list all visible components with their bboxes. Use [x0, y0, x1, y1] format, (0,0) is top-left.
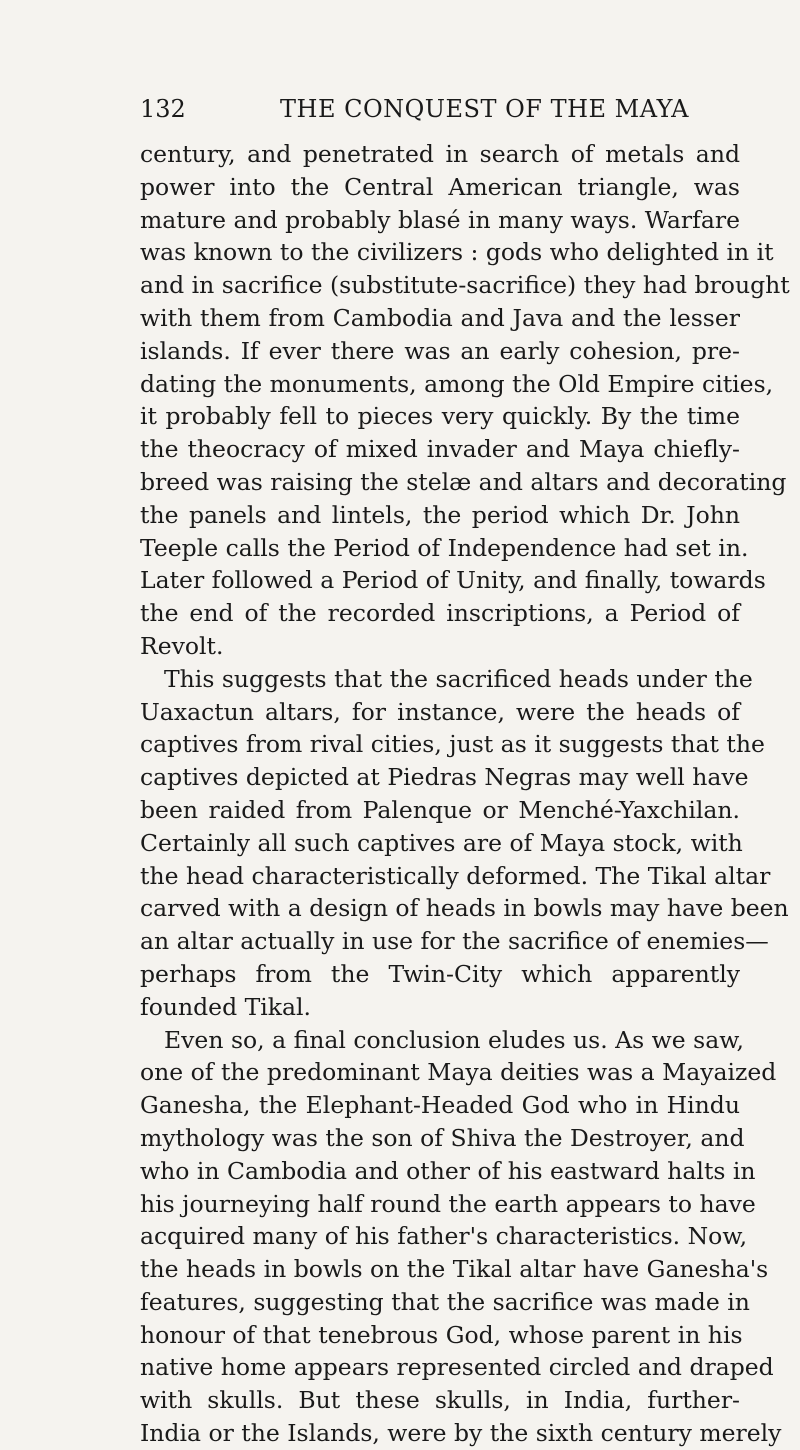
- text-line: one of the predominant Maya deities was a Mayaized: [140, 1058, 777, 1087]
- text-line: honour of that tenebrous God, whose parent in his: [140, 1320, 743, 1349]
- text-line: the head characteristically deformed. The Tikal altar: [140, 861, 771, 890]
- text-line: This suggests that the sacrificed heads under the: [164, 664, 753, 693]
- text-line: India or the Islands, were by the sixth century merely: [140, 1419, 782, 1448]
- running-title: THE CONQUEST OF THE MAYA: [280, 95, 689, 123]
- text-line: perhaps from the Twin-City which apparently: [140, 959, 740, 988]
- text-line: century, and penetrated in search of metals and: [140, 140, 740, 168]
- text-line: carved with a design of heads in bowls may have been: [140, 894, 789, 923]
- text-line: been raided from Palenque or Menché-Yaxchilan.: [140, 795, 740, 824]
- text-line: breed was raising the stelæ and altars and decorating: [140, 467, 787, 496]
- text-line: Certainly all such captives are of Maya stock, with: [140, 828, 743, 857]
- text-line: islands. If ever there was an early cohesion, pre-: [140, 336, 740, 365]
- text-line: the theocracy of mixed invader and Maya chiefly-: [140, 435, 740, 464]
- text-line: who in Cambodia and other of his eastward halts in: [140, 1156, 756, 1185]
- text-line: and in sacrifice (substitute-sacrifice) they had brought: [140, 271, 790, 300]
- text-line: power into the Central American triangle, was: [140, 172, 740, 201]
- running-head: [140, 92, 740, 126]
- text-line: the end of the recorded inscriptions, a Period of: [140, 599, 740, 628]
- text-line: mythology was the son of Shiva the Destroyer, and: [140, 1123, 745, 1152]
- text-line: Later followed a Period of Unity, and finally, towards: [140, 566, 766, 595]
- text-line: mature and probably blasé in many ways. Warfare: [140, 205, 740, 234]
- text-line: Ganesha, the Elephant-Headed God who in Hindu: [140, 1091, 740, 1120]
- page-number: 132: [140, 95, 186, 123]
- text-line: Teeple calls the Period of Independence had set in.: [140, 533, 749, 562]
- text-line: Even so, a final conclusion eludes us. As we saw,: [164, 1025, 744, 1054]
- text-line: native home appears represented circled and draped: [140, 1353, 774, 1382]
- text-line: features, suggesting that the sacrifice was made in: [140, 1287, 750, 1316]
- text-line: acquired many of his father's characteristics. Now,: [140, 1222, 748, 1251]
- text-line: dating the monuments, among the Old Empire cities,: [140, 369, 774, 398]
- text-line: it probably fell to pieces very quickly. By the time: [140, 402, 740, 431]
- text-line: captives depicted at Piedras Negras may well have: [140, 763, 749, 792]
- text-line: Revolt.: [140, 631, 224, 660]
- body-text: [140, 138, 790, 1450]
- text-line: an altar actually in use for the sacrifice of enemies—: [140, 927, 769, 956]
- text-line: the heads in bowls on the Tikal altar have Ganesha's: [140, 1255, 769, 1284]
- text-line: with them from Cambodia and Java and the lesser: [140, 303, 740, 332]
- text-line: captives from rival cities, just as it suggests that the: [140, 730, 765, 759]
- text-line: the panels and lintels, the period which Dr. John: [140, 500, 740, 529]
- text-line: founded Tikal.: [140, 992, 312, 1021]
- text-line: with skulls. But these skulls, in India, further-: [140, 1386, 740, 1415]
- text-line: his journeying half round the earth appears to have: [140, 1189, 756, 1218]
- text-line: was known to the civilizers : gods who delighted in it: [140, 238, 774, 267]
- text-line: Uaxactun altars, for instance, were the heads of: [140, 697, 740, 726]
